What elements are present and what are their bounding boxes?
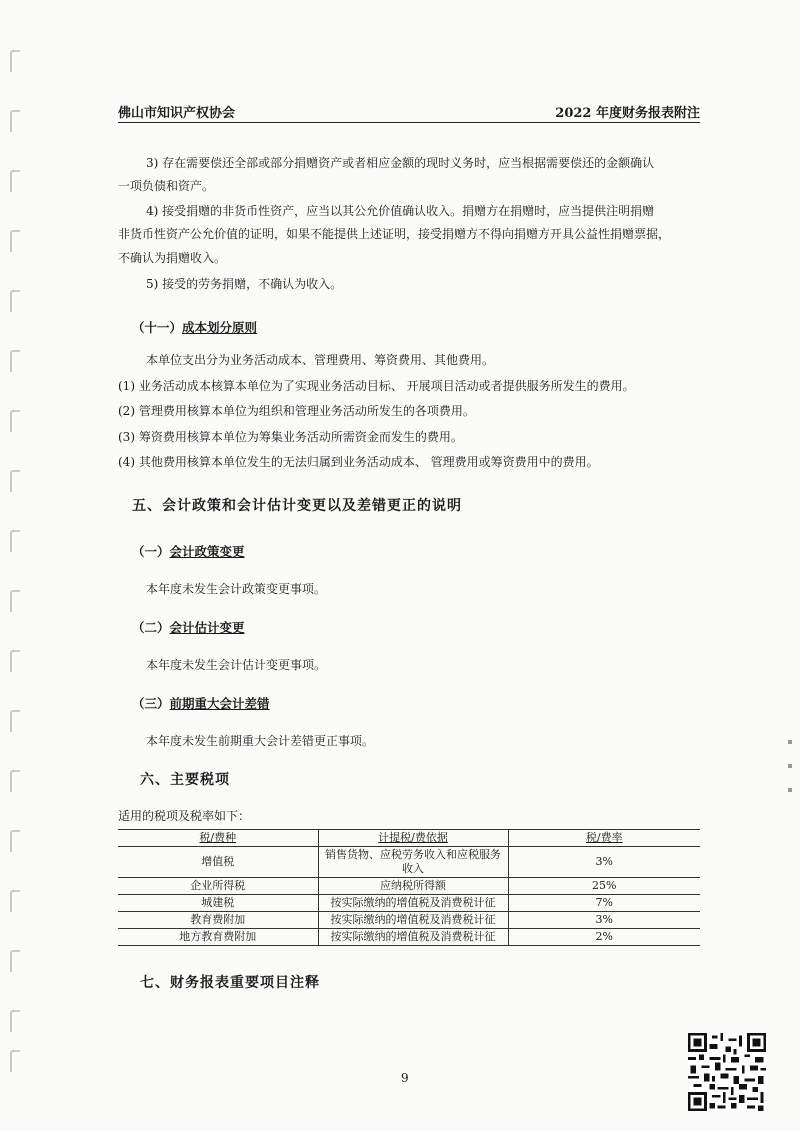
table-cell: 增值税	[118, 847, 318, 878]
cost-item: (3) 筹资费用核算本单位为筹集业务活动所需资金而发生的费用。	[118, 430, 463, 444]
table-cell: 按实际缴纳的增值税及消费税计征	[318, 912, 508, 929]
table-cell: 7%	[508, 895, 700, 912]
sub-heading-prefix: （一）	[132, 544, 170, 559]
paragraph-line: 一项负债和资产。	[118, 179, 215, 193]
sub-heading-prefix: （三）	[132, 696, 170, 711]
org-name: 佛山市知识产权协会	[118, 106, 236, 121]
paragraph-line: 5) 接受的劳务捐赠，不确认为收入。	[146, 277, 343, 291]
paragraph-line: 3) 存在需要偿还全部或部分捐赠资产或者相应金额的现时义务时，应当根据需要偿还的金额确认	[146, 156, 655, 170]
cost-intro: 本单位支出分为业务活动成本、管理费用、筹资费用、其他费用。	[146, 353, 495, 367]
column-header: 计提税/费依据	[318, 830, 508, 847]
qr-code-icon	[688, 1033, 766, 1111]
cost-heading-text: 成本划分原则	[182, 320, 258, 335]
table-cell: 教育费附加	[118, 912, 318, 929]
table-row	[118, 895, 700, 912]
sub-heading-prefix: （二）	[132, 620, 170, 635]
table-row	[118, 847, 700, 878]
doc-title: 2022 年度财务报表附注	[555, 106, 700, 121]
page-number: 9	[401, 1071, 409, 1085]
binding-holes	[8, 40, 22, 1080]
tax-intro: 适用的税项及税率如下：	[118, 809, 251, 823]
section6-title: 六、主要税项	[140, 772, 230, 788]
table-cell: 3%	[508, 912, 700, 929]
error-text: 本年度未发生前期重大会计差错更正事项。	[146, 734, 375, 748]
table-cell: 3%	[508, 847, 700, 878]
sub-heading-text: 会计估计变更	[169, 620, 245, 635]
section5-title: 五、会计政策和会计估计变更以及差错更正的说明	[132, 498, 462, 514]
table-cell: 企业所得税	[118, 878, 318, 895]
cost-item: (1) 业务活动成本核算本单位为了实现业务活动目标、 开展项目活动或者提供服务所发生的费用。	[118, 379, 635, 393]
table-row	[118, 912, 700, 929]
sub-heading-text: 前期重大会计差错	[169, 696, 270, 711]
sub-heading-estimate	[132, 620, 714, 636]
scan-marks	[788, 740, 794, 800]
table-row	[118, 929, 700, 946]
policy-text: 本年度未发生会计政策变更事项。	[146, 582, 327, 596]
sub-heading-text: 会计政策变更	[169, 544, 245, 559]
paragraph-line: 非货币性资产公允价值的证明，如果不能提供上述证明，接受捐赠方不得向捐赠方开具公益性捐赠票据，	[118, 227, 671, 241]
sub-heading-policy	[132, 544, 714, 560]
paragraph-line: 不确认为捐赠收入。	[118, 251, 227, 265]
table-cell: 地方教育费附加	[118, 929, 318, 946]
table-cell: 销售货物、应税劳务收入和应税服务收入	[318, 847, 508, 878]
table-cell: 应纳税所得额	[318, 878, 508, 895]
cost-item: (2) 管理费用核算本单位为组织和管理业务活动所发生的各项费用。	[118, 404, 475, 418]
sub-heading-error	[132, 696, 714, 712]
table-cell: 2%	[508, 929, 700, 946]
tax-table	[118, 829, 700, 946]
table-cell: 25%	[508, 878, 700, 895]
estimate-text: 本年度未发生会计估计变更事项。	[146, 658, 327, 672]
table-cell: 按实际缴纳的增值税及消费税计征	[318, 895, 508, 912]
table-cell: 城建税	[118, 895, 318, 912]
paragraph-line: 4) 接受捐赠的非货币性资产，应当以其公允价值确认收入。捐赠方在捐赠时，应当提供注明捐赠	[146, 204, 655, 218]
table-header-row	[118, 830, 700, 847]
cost-item: (4) 其他费用核算本单位发生的无法归属到业务活动成本、 管理费用或筹资费用中的费用。	[118, 455, 599, 469]
page-header	[118, 100, 700, 123]
cost-heading	[132, 320, 714, 336]
column-header: 税/费种	[118, 830, 318, 847]
table-row	[118, 878, 700, 895]
table-cell: 按实际缴纳的增值税及消费税计征	[318, 929, 508, 946]
cost-heading-prefix: （十一）	[132, 320, 183, 335]
document-page	[118, 0, 700, 1131]
column-header: 税/费率	[508, 830, 700, 847]
section7-title: 七、财务报表重要项目注释	[140, 975, 320, 991]
